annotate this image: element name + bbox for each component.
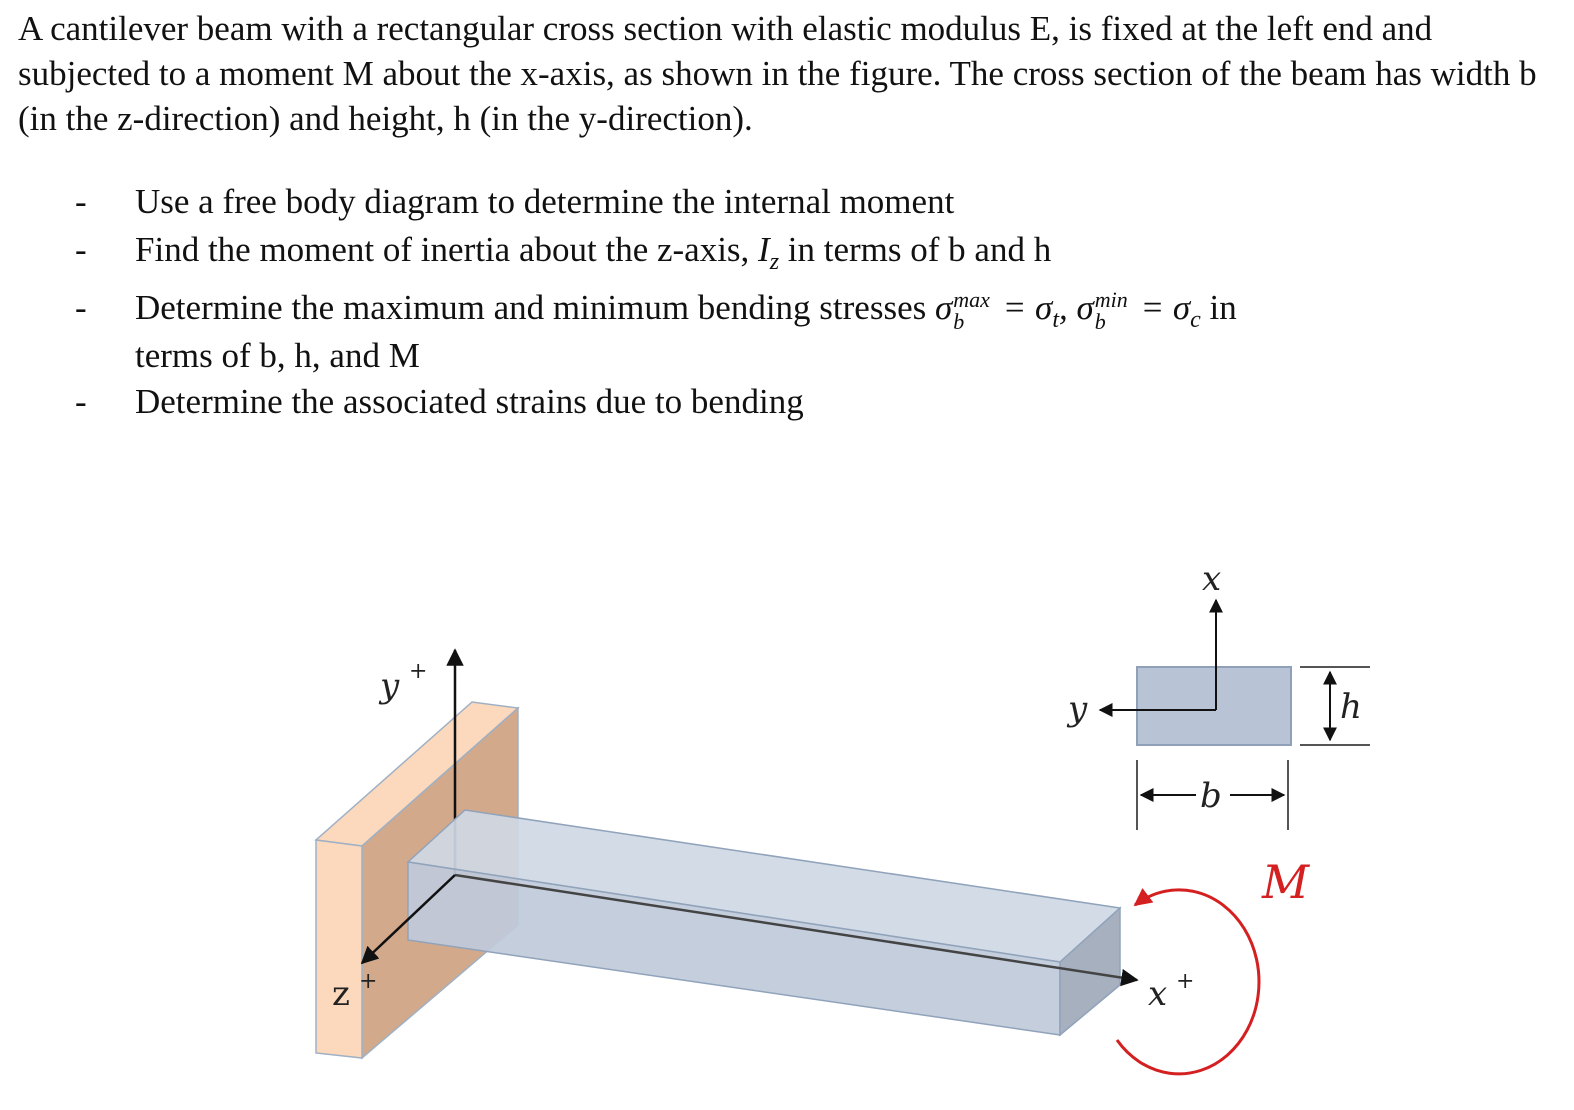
task-3-line-2: terms of b, h, and M	[135, 336, 420, 375]
sup-max: max	[953, 286, 990, 312]
sub-t: t	[1052, 307, 1059, 333]
task-1: Use a free body diagram to determine the internal moment	[135, 182, 955, 221]
plus-sign: +	[359, 969, 378, 994]
bullet-marker: -	[75, 382, 87, 421]
sup-min: min	[1094, 286, 1128, 312]
sub-b: b	[1094, 308, 1106, 334]
sub-b: b	[953, 308, 965, 334]
x-plus-label: x	[1148, 974, 1168, 1014]
task-2-tail: in terms of b and h	[779, 230, 1052, 269]
sigma: σ	[935, 288, 953, 327]
eq-sigma-c: = σ	[1131, 288, 1191, 327]
task-4: Determine the associated strains due to bending	[135, 382, 804, 421]
plus-sign: +	[1176, 969, 1195, 994]
wall-front-face	[316, 840, 362, 1058]
bullet-marker: -	[75, 182, 87, 221]
z-plus-label: z	[332, 974, 350, 1014]
section-y-label: y	[1068, 689, 1088, 729]
y-plus-label: y	[380, 666, 400, 706]
task-2-text: Find the moment of inertia about the z-axis,	[135, 230, 759, 269]
plus-sign: +	[409, 659, 428, 684]
problem-statement: A cantilever beam with a rectangular cross section with elastic modulus E, is fixed at the left end and subjected to a moment M about the x-axis, as shown in the figure. The cross section of the beam has width b (in the z-direction) and height, h (in the y-direction).	[18, 9, 1537, 138]
bullet-marker: -	[75, 288, 87, 327]
task-3-text: Determine the maximum and minimum bending stresses	[135, 288, 935, 327]
inertia-symbol: I	[758, 230, 770, 269]
h-label: h	[1340, 687, 1362, 727]
moment-label: M	[1262, 855, 1310, 909]
task-3-tail: in	[1200, 288, 1237, 327]
sub-c: c	[1190, 307, 1201, 333]
inertia-subscript: z	[769, 249, 780, 275]
bullet-marker: -	[75, 230, 87, 269]
eq-sigma-t: = σ	[993, 288, 1053, 327]
section-x-label: x	[1202, 559, 1222, 599]
b-label: b	[1200, 776, 1222, 816]
cross-section	[1137, 667, 1291, 745]
sigma-2: , σ	[1058, 288, 1094, 327]
